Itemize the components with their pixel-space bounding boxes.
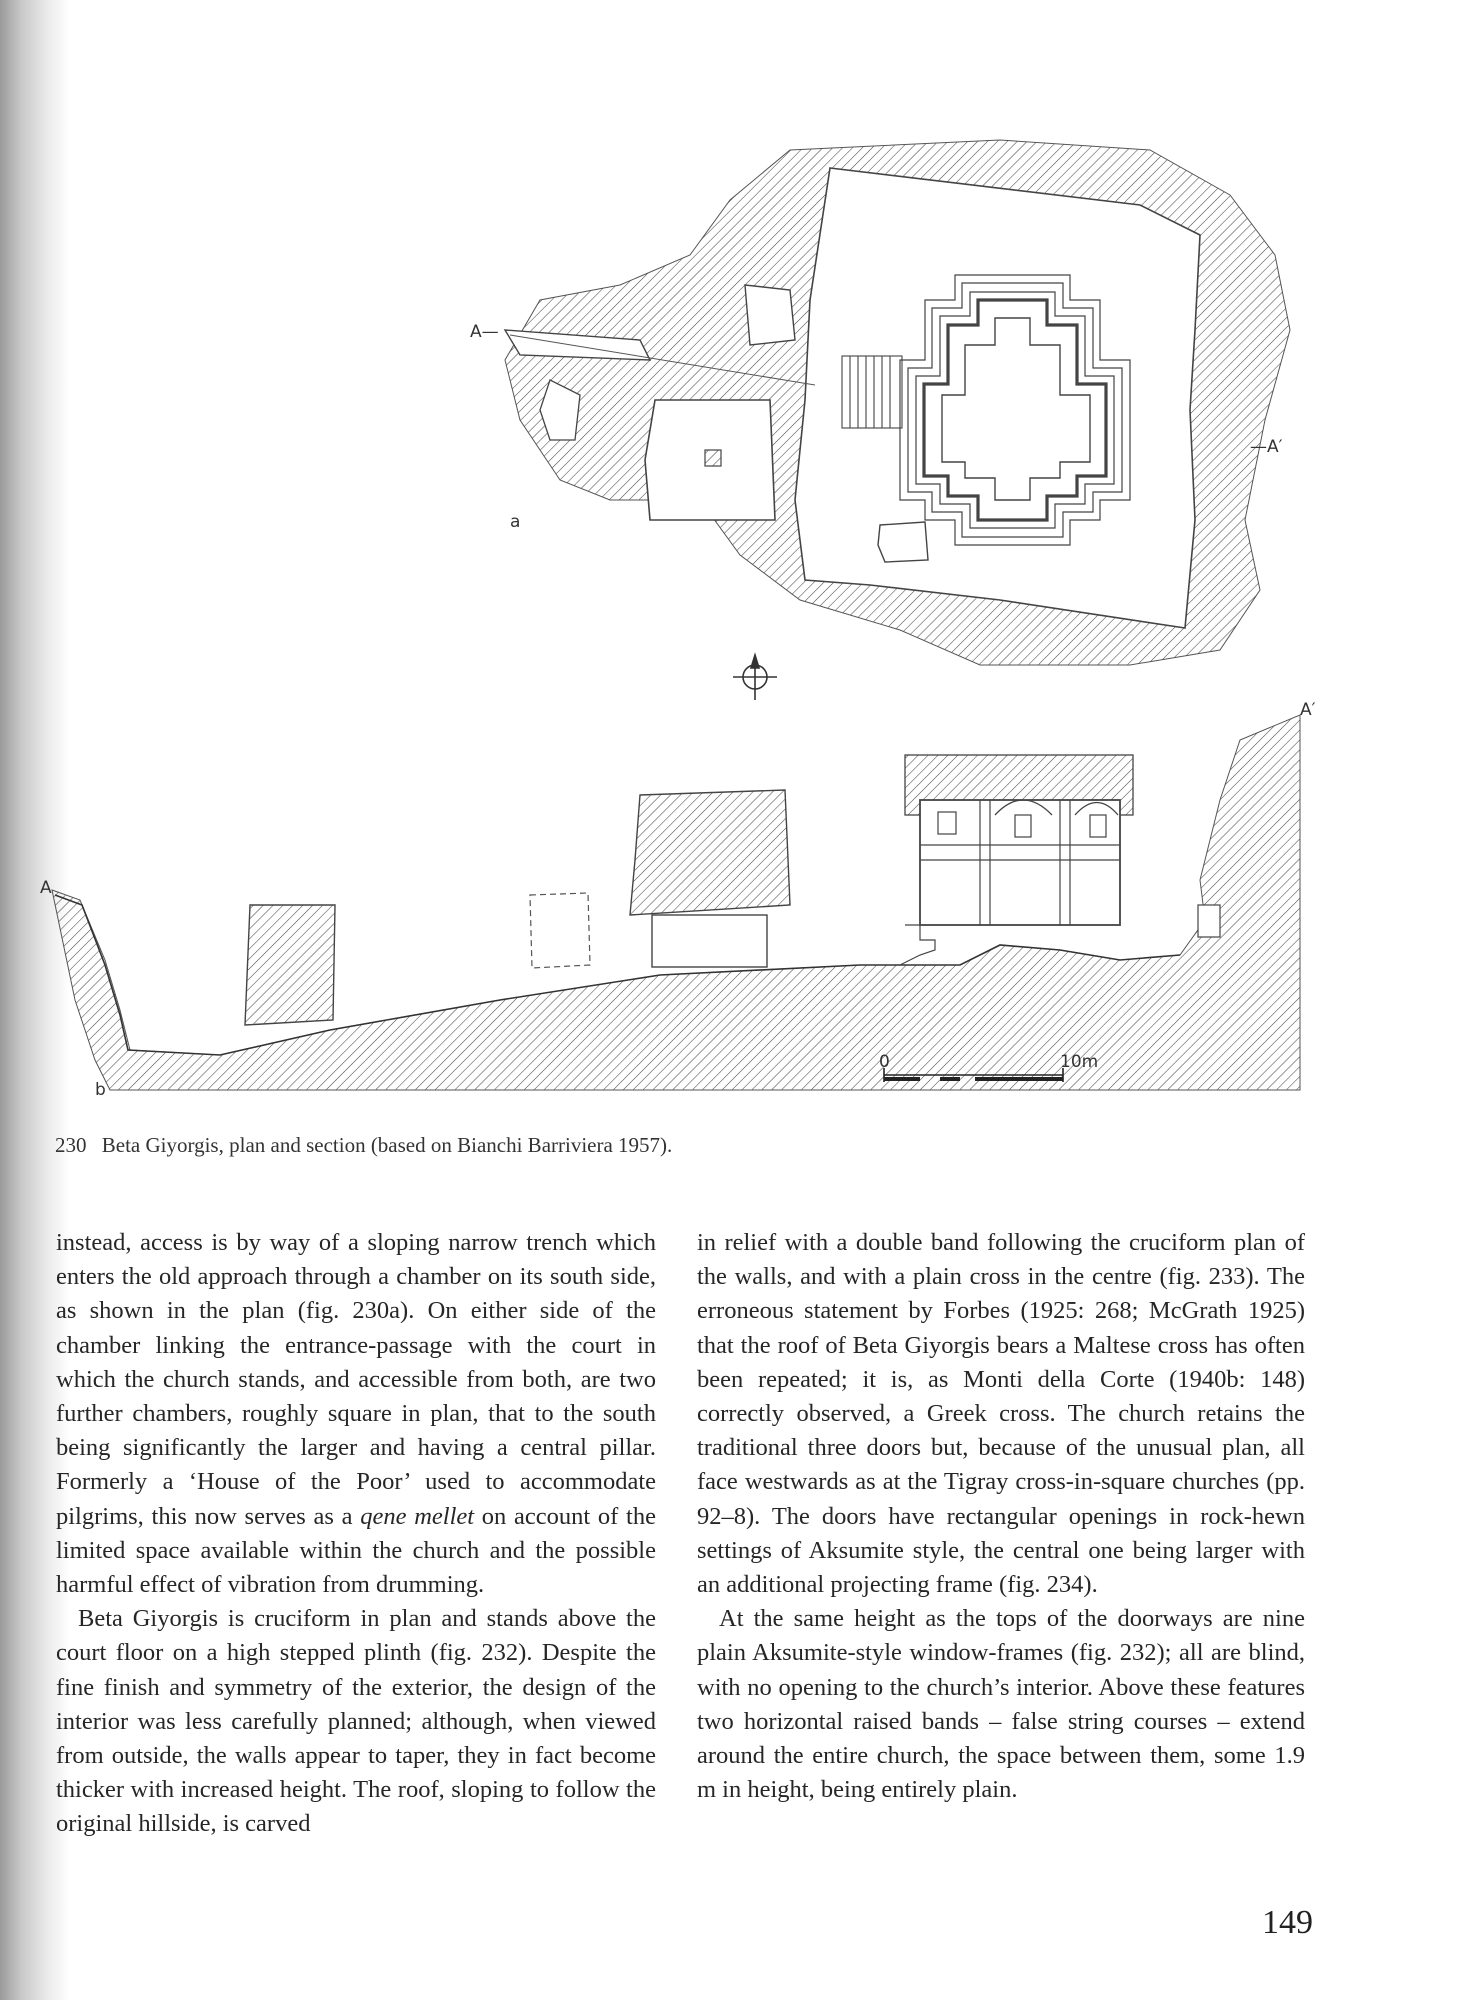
page-number: 149 bbox=[1262, 1904, 1313, 1941]
section-drawing bbox=[52, 715, 1300, 1090]
figure-caption bbox=[55, 1133, 955, 1158]
label-section-b: b bbox=[95, 1080, 106, 1100]
plan-north-chamber bbox=[745, 285, 795, 345]
plan-steps bbox=[842, 356, 902, 428]
section-dashed-door bbox=[530, 893, 590, 968]
section-church bbox=[900, 755, 1133, 965]
paragraph bbox=[56, 1226, 656, 1602]
text-column-right bbox=[697, 1226, 1305, 1807]
plan-central-pillar bbox=[705, 450, 721, 466]
label-section-a-left: A— bbox=[470, 322, 499, 342]
text-run: on account of the limited space available within the church and the possible harmful effect of vibration from drumming. bbox=[56, 1502, 656, 1599]
section-rock-block-1 bbox=[245, 905, 335, 1025]
text-run: instead, access is by way of a sloping narrow trench which enters the old approach through a chamber on its south side, as shown in the plan (fig. 230a). On either side of the chamber linking the entrance-passage with the court in which the church stands, and accessible from both, are two further chambers, roughly square in plan, that to the south being significantly the larger and having a central pillar. Formerly a ‘House of the Poor’ used to accommodate pilgrims, this now serves as a bbox=[56, 1229, 656, 1530]
section-east-niche bbox=[1198, 905, 1220, 937]
label-section-A-right: A′ bbox=[1300, 700, 1316, 720]
plan-tomb bbox=[878, 522, 928, 562]
scale-label-zero: 0 bbox=[879, 1052, 890, 1072]
paragraph: Beta Giyorgis is cruciform in plan and stands above the court floor on a high stepped plinth (fig. 232). Despite the fine finish and symmetry of the exterior, the design of the interior was less carefully planned; although, when viewed from outside, the walls appear to taper, they in fact become thicker with increased height. The roof, sloping to follow the original hillside, is carved bbox=[56, 1605, 656, 1838]
paragraph: in relief with a double band following the cruciform plan of the walls, and with a plain cross in the centre (fig. 233). The erroneous statement by Forbes (1925: 268; McGrath 1925) that the roof of Beta Giyorgis bears a Maltese cross has often been repeated; it is, as Monti della Corte (1940b: 148) correctly observed, a Greek cross. The church retains the traditional three doors but, because of the unusual plan, all face westwards as at the Tigray cross-in-square churches (pp. 92–8). The doors have rectangular openings in rock-hewn settings of Aksumite style, the central one being larger with an additional projecting frame (fig. 234). bbox=[697, 1229, 1305, 1599]
north-arrow-icon bbox=[733, 655, 777, 700]
text-column-left bbox=[56, 1226, 656, 1842]
label-section-A-left: A bbox=[40, 878, 52, 898]
section-chamber bbox=[652, 915, 767, 967]
paragraph: At the same height as the tops of the doorways are nine plain Aksumite-style window-frames (fig. 232); all are blind, with no opening to the church’s interior. Above these features two horizontal raised bands – false string courses – extend around the entire church, the space between them, some 1.9 m in height, being entirely plain. bbox=[697, 1605, 1305, 1804]
section-rock-block-2 bbox=[630, 790, 790, 915]
italic-term: qene mellet bbox=[360, 1502, 475, 1530]
scale-label-ten: 10m bbox=[1060, 1052, 1099, 1072]
caption-text: Beta Giyorgis, plan and section (based on Bianchi Barriviera 1957). bbox=[101, 1133, 673, 1157]
label-plan-a: a bbox=[510, 512, 521, 532]
plan-drawing bbox=[505, 140, 1290, 700]
label-section-a-right: —A′ bbox=[1250, 437, 1283, 457]
caption-number: 230 bbox=[55, 1133, 87, 1157]
